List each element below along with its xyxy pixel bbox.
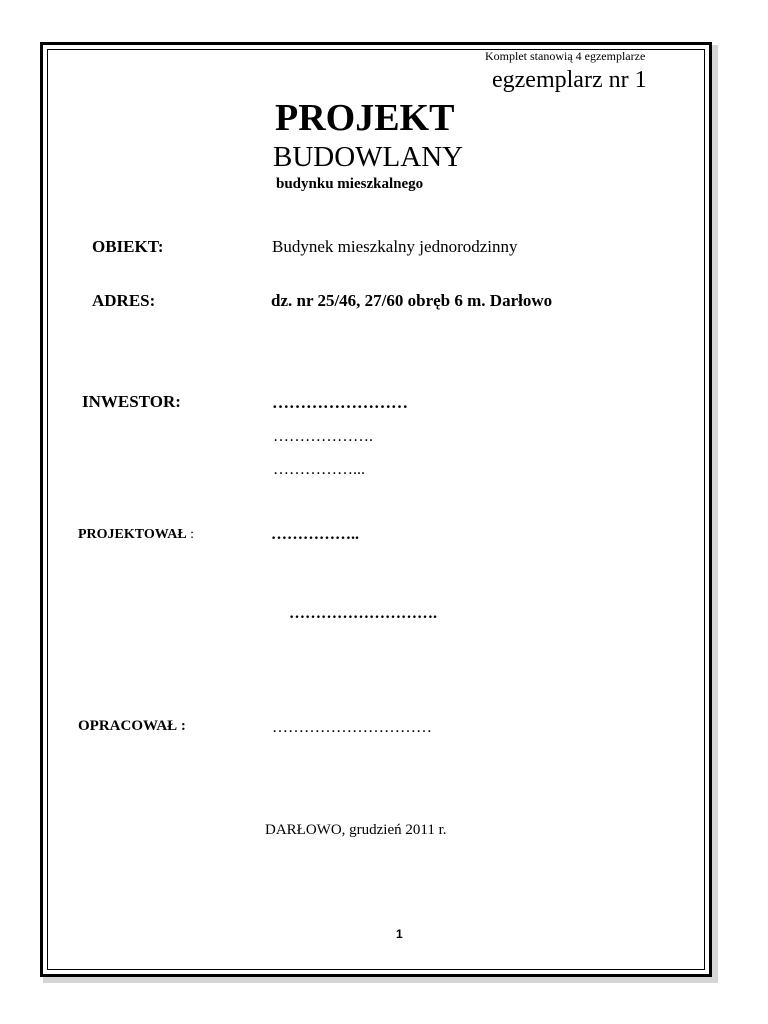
- object-label: OBIEKT:: [92, 237, 164, 256]
- investor-line-1: ……………………: [272, 393, 408, 412]
- designer-extra-line: ……………………….: [289, 605, 437, 622]
- address-label: ADRES:: [92, 291, 156, 310]
- designer-label: PROJEKTOWAŁ: [78, 527, 187, 542]
- prepared-by-value: …………………………: [272, 719, 432, 736]
- prepared-by-label: OPRACOWAŁ :: [78, 718, 186, 734]
- title-main: PROJEKT: [275, 97, 455, 139]
- copy-number: egzemplarz nr 1: [492, 67, 647, 93]
- investor-line-2: ……………….: [273, 428, 373, 445]
- title-description: budynku mieszkalnego: [276, 176, 424, 192]
- place-date: DARŁOWO, grudzień 2011 r.: [265, 822, 447, 838]
- copies-note: Komplet stanowią 4 egzemplarze: [485, 49, 646, 63]
- designer-label-group: [78, 527, 194, 543]
- investor-label: INWESTOR:: [82, 392, 181, 411]
- designer-value: ……………..: [271, 526, 359, 543]
- designer-colon: :: [186, 527, 195, 542]
- investor-line-3: ……………...: [273, 461, 365, 478]
- page-number: 1: [396, 927, 403, 941]
- object-value: Budynek mieszkalny jednorodzinny: [272, 237, 518, 256]
- title-sub: BUDOWLANY: [273, 141, 464, 173]
- address-value: dz. nr 25/46, 27/60 obręb 6 m. Darłowo: [271, 291, 553, 310]
